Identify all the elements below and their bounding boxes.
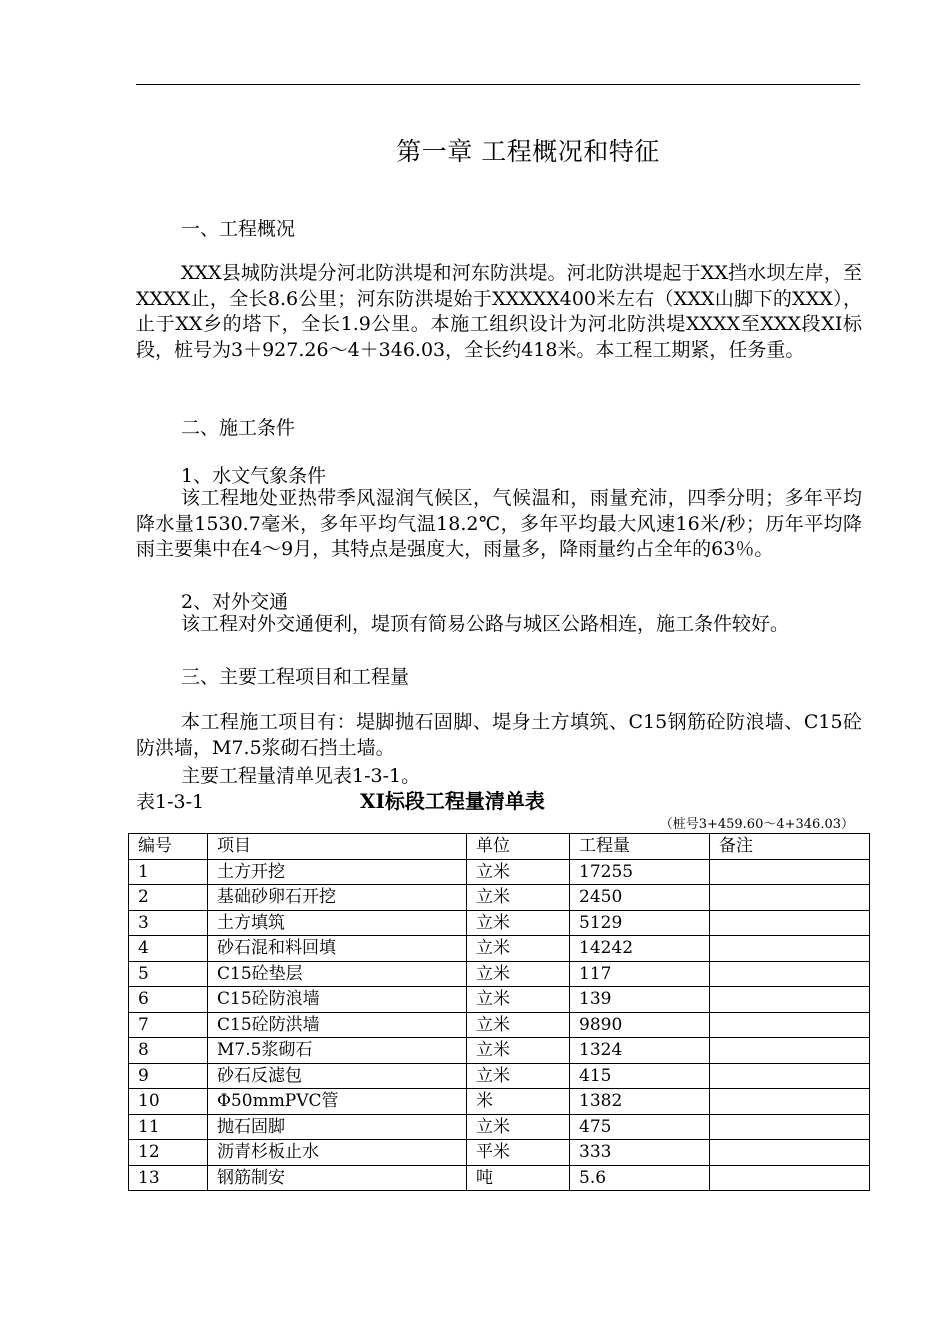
table-cell: 11: [129, 1114, 208, 1140]
table-cell: [710, 859, 870, 885]
table-cell: 5.6: [570, 1165, 710, 1191]
table-cell: 土方开挖: [208, 859, 467, 885]
table-cell: 平米: [467, 1140, 570, 1166]
table-cell: 7: [129, 1012, 208, 1038]
section1-heading: 一、工程概况: [181, 218, 296, 240]
table-cell: [710, 987, 870, 1013]
table-row: [129, 1089, 870, 1115]
table-cell: 14242: [570, 936, 710, 962]
table-cell: C15砼防洪墙: [208, 1012, 467, 1038]
table-cell: 立米: [467, 987, 570, 1013]
table-body: [129, 859, 870, 1191]
table-cell: 立米: [467, 885, 570, 911]
table-cell: 砂石反滤包: [208, 1063, 467, 1089]
section3-paragraph: 本工程施工项目有：堤脚抛石固脚、堤身土方填筑、C15钢筋砼防浪墙、C15砼防洪墙，M7.5浆砌石挡土墙。: [136, 711, 862, 759]
table-cell: 9890: [570, 1012, 710, 1038]
table-cell: 117: [570, 961, 710, 987]
header-cell: 单位: [467, 834, 570, 860]
table-cell: C15砼垫层: [208, 961, 467, 987]
table-cell: [710, 1063, 870, 1089]
table-cell: 12: [129, 1140, 208, 1166]
table-cell: [710, 885, 870, 911]
table-cell: 1324: [570, 1038, 710, 1064]
table-cell: 立米: [467, 936, 570, 962]
table-cell: C15砼防浪墙: [208, 987, 467, 1013]
table-cell: 抛石固脚: [208, 1114, 467, 1140]
table-row: [129, 961, 870, 987]
section3-heading: 三、主要工程项目和工程量: [181, 666, 410, 688]
table-cell: 沥青杉板止水: [208, 1140, 467, 1166]
table-cell: 钢筋制安: [208, 1165, 467, 1191]
table-header: [129, 834, 870, 860]
table-cell: M7.5浆砌石: [208, 1038, 467, 1064]
table-row: [129, 859, 870, 885]
table-cell: 砂石混和料回填: [208, 936, 467, 962]
traffic-paragraph: 该工程对外交通便利，堤顶有简易公路与城区公路相连，施工条件较好。: [181, 613, 790, 635]
section2-heading: 二、施工条件: [181, 417, 296, 439]
hydrology-paragraph: 该工程地处亚热带季风湿润气候区，气候温和，雨量充沛，四季分明；多年平均降水量1530.7毫米，多年平均气温18.2℃，多年平均最大风速16米/秒；历年平均降雨主要集中在4～9月，其特点是强度大，雨量多，降雨量约占全年的63％。: [136, 487, 862, 560]
list-reference: 主要工程量清单见表1-3-1。: [181, 765, 421, 787]
table-cell: [710, 961, 870, 987]
table-cell: 土方填筑: [208, 910, 467, 936]
chapter-title: 第一章 工程概况和特征: [396, 137, 660, 166]
table-row: [129, 1063, 870, 1089]
table-cell: 立米: [467, 1114, 570, 1140]
table-cell: 立米: [467, 859, 570, 885]
table-row: [129, 987, 870, 1013]
table-cell: Φ50mmPVC管: [208, 1089, 467, 1115]
header-cell: 项目: [208, 834, 467, 860]
table-cell: 139: [570, 987, 710, 1013]
table-cell: 9: [129, 1063, 208, 1089]
table-cell: 8: [129, 1038, 208, 1064]
traffic-heading: 2、对外交通: [181, 591, 289, 613]
table-cell: 1382: [570, 1089, 710, 1115]
header-cell: 编号: [129, 834, 208, 860]
table-cell: [710, 910, 870, 936]
table-cell: 立米: [467, 1012, 570, 1038]
table-cell: 17255: [570, 859, 710, 885]
table-cell: [710, 1038, 870, 1064]
table-cell: [710, 1140, 870, 1166]
table-cell: 13: [129, 1165, 208, 1191]
table-cell: [710, 1012, 870, 1038]
table-cell: [710, 936, 870, 962]
hydrology-heading: 1、水文气象条件: [181, 465, 327, 487]
table-cell: 基础砂卵石开挖: [208, 885, 467, 911]
stake-note: （桩号3+459.60～4+346.03）: [659, 817, 854, 832]
table-row: [129, 1140, 870, 1166]
table-cell: 3: [129, 910, 208, 936]
table-cell: 475: [570, 1114, 710, 1140]
table-row: [129, 1038, 870, 1064]
table-cell: [710, 1165, 870, 1191]
table-cell: 米: [467, 1089, 570, 1115]
table-row: [129, 1165, 870, 1191]
table-cell: 5: [129, 961, 208, 987]
table-cell: 6: [129, 987, 208, 1013]
quantity-table: [128, 833, 870, 1191]
table-row: [129, 885, 870, 911]
table-cell: [710, 1089, 870, 1115]
table-cell: 1: [129, 859, 208, 885]
header-rule: [136, 84, 860, 85]
table-cell: 10: [129, 1089, 208, 1115]
table-header-row: [129, 834, 870, 860]
table-row: [129, 936, 870, 962]
table-cell: 5129: [570, 910, 710, 936]
table-title: XI标段工程量清单表: [360, 789, 545, 813]
table-cell: 吨: [467, 1165, 570, 1191]
table-cell: 4: [129, 936, 208, 962]
table-cell: 2450: [570, 885, 710, 911]
table-cell: 立米: [467, 961, 570, 987]
table-cell: 415: [570, 1063, 710, 1089]
section1-paragraph: XXX县城防洪堤分河北防洪堤和河东防洪堤。河北防洪堤起于XX挡水坝左岸，至XXXX止，全长8.6公里；河东防洪堤始于XXXXX400米左右（XXX山脚下的XXX），止于XX乡的塔下，全长1.9公里。本施工组织设计为河北防洪堤XXXX至XXX段XI标段，桩号为3＋927.26～4＋346.03，全长约418米。本工程工期紧，任务重。: [136, 262, 862, 361]
table-label: 表1-3-1: [136, 791, 205, 813]
table-cell: 2: [129, 885, 208, 911]
table-row: [129, 910, 870, 936]
table-cell: 立米: [467, 910, 570, 936]
table-row: [129, 1114, 870, 1140]
header-cell: 工程量: [570, 834, 710, 860]
table-cell: 立米: [467, 1063, 570, 1089]
table-cell: [710, 1114, 870, 1140]
table-cell: 333: [570, 1140, 710, 1166]
table-row: [129, 1012, 870, 1038]
table-cell: 立米: [467, 1038, 570, 1064]
header-cell: 备注: [710, 834, 870, 860]
